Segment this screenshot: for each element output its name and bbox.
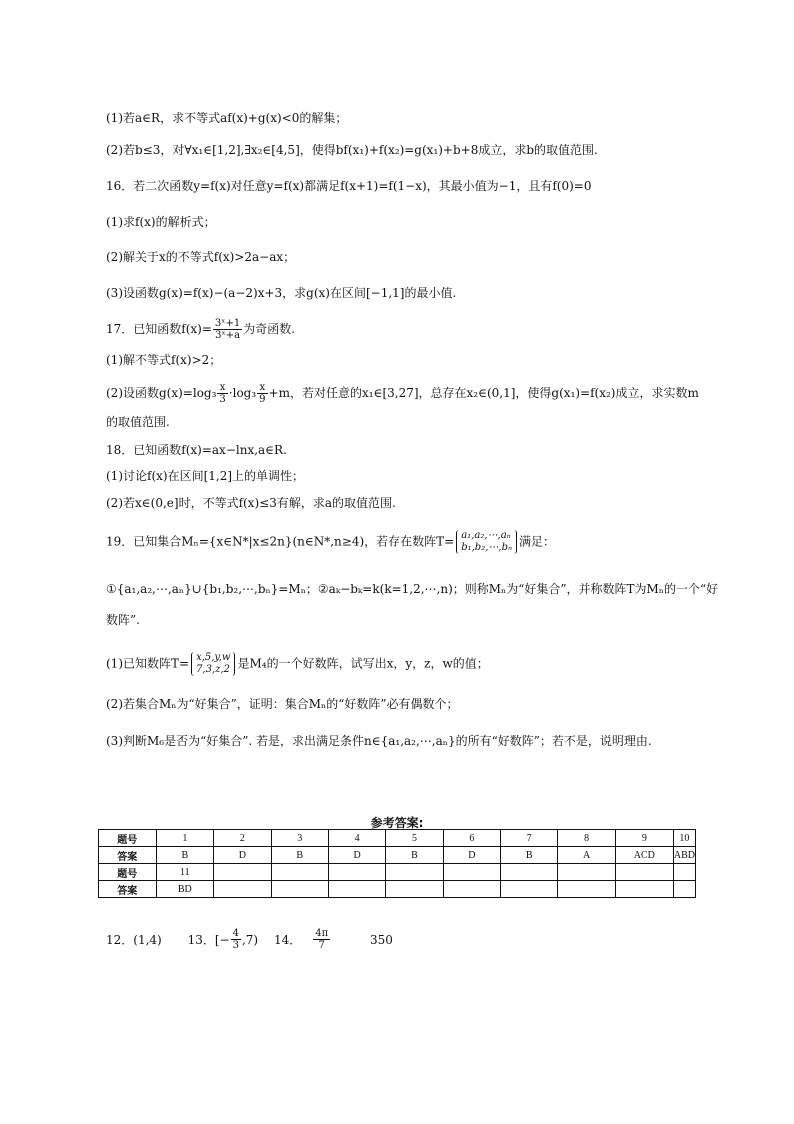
answer-14-fraction bbox=[313, 928, 330, 951]
p19-matrix bbox=[456, 530, 517, 554]
answer-table-cell bbox=[558, 864, 615, 881]
problem-19-stem bbox=[106, 530, 555, 554]
problem-15-part-1: (1)若a∈R，求不等式af(x)+g(x)<0的解集； bbox=[106, 111, 348, 125]
answer-table-cell: 1 bbox=[156, 830, 214, 847]
answer-13-num: 4 bbox=[232, 928, 239, 939]
problem-17-part-1: (1)解不等式f(x)>2； bbox=[106, 353, 222, 367]
p17-pre: 17．已知函数f(x)= bbox=[106, 322, 212, 336]
answer-table-cell bbox=[271, 864, 328, 881]
problem-19-part-2: (2)若集合Mₙ为“好集合”，证明：集合Mₙ的“好数阵”必有偶数个； bbox=[106, 697, 459, 711]
problem-19-part-3: (3)判断M₆是否为“好集合”. 若是，求出满足条件n∈{a₁,a₂,⋯,aₙ}的所有“好数阵”；若不是，说明理由. bbox=[106, 734, 652, 748]
answer-table-cell: B bbox=[156, 847, 214, 864]
answer-13-fraction bbox=[231, 928, 241, 951]
p17-2-frac1 bbox=[217, 382, 227, 405]
answer-15: 350 bbox=[369, 932, 393, 947]
answer-key-title: 参考答案: bbox=[370, 816, 424, 830]
p19-1-pre: (1)已知数阵T= bbox=[106, 656, 190, 671]
p19-post: 满足： bbox=[519, 534, 556, 549]
answer-table-cell bbox=[501, 864, 558, 881]
p19-1-matrix-row2: 7,3,z,2 bbox=[196, 664, 230, 675]
p17-2-frac1-num: x bbox=[217, 382, 227, 394]
answer-table-cell bbox=[615, 881, 673, 898]
p17-2-frac2-num: x bbox=[257, 382, 267, 394]
problem-17-stem bbox=[106, 318, 295, 341]
answer-13-label: 13． bbox=[187, 932, 215, 947]
fill-in-answers bbox=[106, 928, 393, 951]
answer-table-cell bbox=[558, 881, 615, 898]
p17-2-frac2-den: 9 bbox=[259, 394, 266, 405]
answer-table-cell: D bbox=[214, 847, 271, 864]
answer-12-label: 12． bbox=[106, 932, 134, 947]
answer-table-cell bbox=[615, 864, 673, 881]
answer-table-cell: 8 bbox=[558, 830, 615, 847]
p17-2-a: (2)设函数g(x)=log₃ bbox=[106, 386, 217, 400]
answer-13-den: 3 bbox=[232, 940, 239, 951]
answer-table-cell: 5 bbox=[386, 830, 443, 847]
problem-17-part-2-cont: 的取值范围. bbox=[106, 415, 170, 429]
answer-table-cell bbox=[386, 881, 443, 898]
p17-fraction bbox=[213, 318, 242, 341]
p17-numerator: 3ˣ+1 bbox=[214, 318, 241, 329]
p17-denominator: 3ˣ+a bbox=[215, 330, 241, 341]
problem-19-part-1 bbox=[106, 652, 489, 676]
p17-2-frac1-den: 3 bbox=[219, 394, 226, 405]
answer-table-row bbox=[99, 847, 696, 864]
answer-table-cell: ABD bbox=[673, 847, 695, 864]
answer-table-header-cell: 答案 bbox=[99, 881, 157, 898]
answer-table-cell bbox=[673, 864, 695, 881]
answer-table-cell: B bbox=[271, 847, 328, 864]
answer-14-num: 4π bbox=[315, 928, 329, 939]
answer-table-cell: 2 bbox=[214, 830, 271, 847]
p17-2-frac2 bbox=[257, 382, 267, 405]
problem-18-stem: 18．已知函数f(x)=ax−lnx,a∈R. bbox=[106, 443, 287, 457]
answer-13-post: ,7) bbox=[241, 932, 259, 947]
answer-table-cell bbox=[673, 881, 695, 898]
p19-matrix-row2: b₁,b₂,⋯,bₙ bbox=[461, 542, 513, 553]
answer-table-row bbox=[99, 864, 696, 881]
answer-table-cell bbox=[328, 864, 385, 881]
answer-table-cell: 10 bbox=[673, 830, 695, 847]
p19-pre: 19．已知集合Mₙ={x∈N*|x≤2n}(n∈N*,n≥4)，若存在数阵T= bbox=[106, 534, 455, 549]
problem-19-conditions: ①{a₁,a₂,⋯,aₙ}∪{b₁,b₂,⋯,bₙ}=Mₙ；②aₖ−bₖ=k(k=1,2,⋯,n)；则称Mₙ为“好集合”，并称数阵T为Mₙ的一个“好 bbox=[106, 582, 719, 596]
problem-15-part-2: (2)若b≤3，对∀x₁∈[1,2],∃x₂∈[4,5]，使得bf(x₁)+f(x₂)=g(x₁)+b+8成立，求b的取值范围. bbox=[106, 143, 598, 157]
answer-table-row bbox=[99, 830, 696, 847]
answer-table-cell: D bbox=[328, 847, 385, 864]
problem-16-part-3: (3)设函数g(x)=f(x)−(a−2)x+3，求g(x)在区间[−1,1]的最小值. bbox=[106, 286, 457, 300]
answer-table-cell: 4 bbox=[328, 830, 385, 847]
answer-table-cell: B bbox=[386, 847, 443, 864]
problem-19-conditions-cont: 数阵”. bbox=[106, 613, 140, 627]
answer-table-cell: A bbox=[558, 847, 615, 864]
answer-13-pre: [− bbox=[214, 932, 230, 947]
answer-table-cell bbox=[443, 881, 500, 898]
answer-table bbox=[98, 829, 696, 898]
p17-2-b: ·log₃ bbox=[228, 386, 257, 400]
answer-table-cell bbox=[443, 864, 500, 881]
answer-table-cell bbox=[386, 864, 443, 881]
answer-14-den: 7 bbox=[318, 940, 325, 951]
answer-table-header-cell: 题号 bbox=[99, 830, 157, 847]
answer-table-cell: B bbox=[501, 847, 558, 864]
problem-18-part-2: (2)若x∈(0,e]时，不等式f(x)≤3有解，求a的取值范围. bbox=[106, 496, 396, 510]
answer-table-cell: 7 bbox=[501, 830, 558, 847]
problem-17-part-2 bbox=[106, 382, 699, 405]
answer-table-cell: 11 bbox=[156, 864, 214, 881]
problem-16-part-1: (1)求f(x)的解析式； bbox=[106, 215, 216, 229]
answer-14-label: 14． bbox=[273, 932, 302, 947]
answer-table-cell: 6 bbox=[443, 830, 500, 847]
answer-table-cell bbox=[328, 881, 385, 898]
answer-table-cell bbox=[501, 881, 558, 898]
problem-18-part-1: (1)讨论f(x)在区间[1,2]上的单调性； bbox=[106, 469, 305, 483]
problem-16-part-2: (2)解关于x的不等式f(x)>2a−ax； bbox=[106, 250, 296, 264]
problem-16-stem: 16．若二次函数y=f(x)对任意y=f(x)都满足f(x+1)=f(1−x)，其最小值为−1，且有f(0)=0 bbox=[106, 179, 592, 193]
answer-table-header-cell: 答案 bbox=[99, 847, 157, 864]
answer-table-cell: 3 bbox=[271, 830, 328, 847]
answer-table-cell: BD bbox=[156, 881, 214, 898]
p19-matrix-row1: a₁,a₂,⋯,aₙ bbox=[461, 530, 511, 541]
answer-table-cell: D bbox=[443, 847, 500, 864]
p19-1-post: 是M₄的一个好数阵，试写出x，y，z，w的值； bbox=[237, 656, 489, 671]
answer-table-cell bbox=[214, 881, 271, 898]
answer-table-cell: 9 bbox=[615, 830, 673, 847]
answer-12: (1,4) bbox=[133, 932, 162, 947]
answer-table-header-cell: 题号 bbox=[99, 864, 157, 881]
answer-table-cell: ACD bbox=[615, 847, 673, 864]
p17-post: 为奇函数. bbox=[243, 322, 296, 336]
p19-1-matrix bbox=[191, 652, 235, 676]
answer-table-cell bbox=[214, 864, 271, 881]
p19-1-matrix-row1: x,5,y,w bbox=[196, 652, 231, 663]
answer-table-cell bbox=[271, 881, 328, 898]
answer-table-row bbox=[99, 881, 696, 898]
p17-2-c: +m，若对任意的x₁∈[3,27]，总存在x₂∈(0,1]，使得g(x₁)=f(x₂)成立，求实数m bbox=[268, 386, 699, 400]
